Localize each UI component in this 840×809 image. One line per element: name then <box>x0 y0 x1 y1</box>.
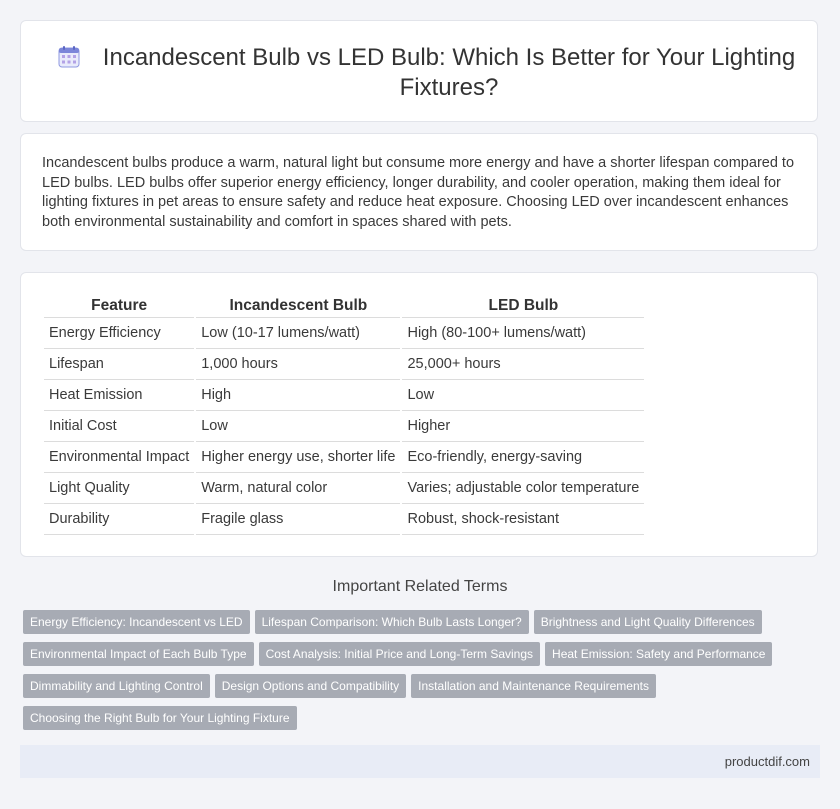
table-row <box>44 473 644 504</box>
table-cell: Initial Cost <box>44 411 194 442</box>
related-term-tag[interactable]: Cost Analysis: Initial Price and Long-Term Savings <box>259 642 540 666</box>
table-cell: Low <box>402 380 644 411</box>
column-header-feature: Feature <box>44 295 194 318</box>
table-row <box>44 504 644 535</box>
footer <box>20 745 820 778</box>
table-cell: Varies; adjustable color temperature <box>402 473 644 504</box>
table-cell: Lifespan <box>44 349 194 380</box>
related-term-tag[interactable]: Environmental Impact of Each Bulb Type <box>23 642 254 666</box>
table-row <box>44 411 644 442</box>
table-cell: Higher <box>402 411 644 442</box>
related-term-tag[interactable]: Choosing the Right Bulb for Your Lighting Fixture <box>23 706 297 730</box>
related-term-tag[interactable]: Heat Emission: Safety and Performance <box>545 642 772 666</box>
table-cell: Environmental Impact <box>44 442 194 473</box>
table-cell: Light Quality <box>44 473 194 504</box>
comparison-card <box>20 272 818 557</box>
related-term-tag[interactable]: Dimmability and Lighting Control <box>23 674 210 698</box>
table-cell: Warm, natural color <box>196 473 400 504</box>
table-cell: 25,000+ hours <box>402 349 644 380</box>
table-cell: Low (10-17 lumens/watt) <box>196 318 400 349</box>
comparison-table <box>42 295 646 535</box>
table-cell: Low <box>196 411 400 442</box>
related-term-tag[interactable]: Energy Efficiency: Incandescent vs LED <box>23 610 250 634</box>
related-terms-heading: Important Related Terms <box>332 578 508 595</box>
related-term-tag[interactable]: Brightness and Light Quality Differences <box>534 610 762 634</box>
table-row <box>44 349 644 380</box>
table-cell: 1,000 hours <box>196 349 400 380</box>
table-cell: Durability <box>44 504 194 535</box>
column-header-led: LED Bulb <box>402 295 644 318</box>
column-header-incandescent: Incandescent Bulb <box>196 295 400 318</box>
table-cell: Eco-friendly, energy-saving <box>402 442 644 473</box>
table-row <box>44 318 644 349</box>
table-header-row <box>44 295 644 318</box>
header-card <box>20 20 818 122</box>
table-cell: Higher energy use, shorter life <box>196 442 400 473</box>
footer-site-link[interactable]: productdif.com <box>724 754 810 769</box>
table-cell: High (80-100+ lumens/watt) <box>402 318 644 349</box>
related-term-tag[interactable]: Installation and Maintenance Requirements <box>411 674 656 698</box>
table-row <box>44 442 644 473</box>
table-cell: High <box>196 380 400 411</box>
related-term-tag[interactable]: Design Options and Compatibility <box>215 674 406 698</box>
related-terms-list <box>23 610 813 738</box>
table-row <box>44 380 644 411</box>
page-title: Incandescent Bulb vs LED Bulb: Which Is Better for Your Lighting Fixtures? <box>102 44 796 101</box>
table-cell: Energy Efficiency <box>44 318 194 349</box>
table-cell: Fragile glass <box>196 504 400 535</box>
related-term-tag[interactable]: Lifespan Comparison: Which Bulb Lasts Longer? <box>255 610 529 634</box>
table-cell: Heat Emission <box>44 380 194 411</box>
intro-card <box>20 133 818 251</box>
table-cell: Robust, shock-resistant <box>402 504 644 535</box>
intro-paragraph: Incandescent bulbs produce a warm, natural light but consume more energy and have a shorter lifespan compared to LED bulbs. LED bulbs offer superior energy efficiency, longer durability, and cooler operation, making them ideal for lighting fixtures in pet areas to ensure safety and reduce heat exposure. Choosing LED over incandescent enhances both environmental sustainability and comfort in spaces shared with pets. <box>42 155 795 230</box>
